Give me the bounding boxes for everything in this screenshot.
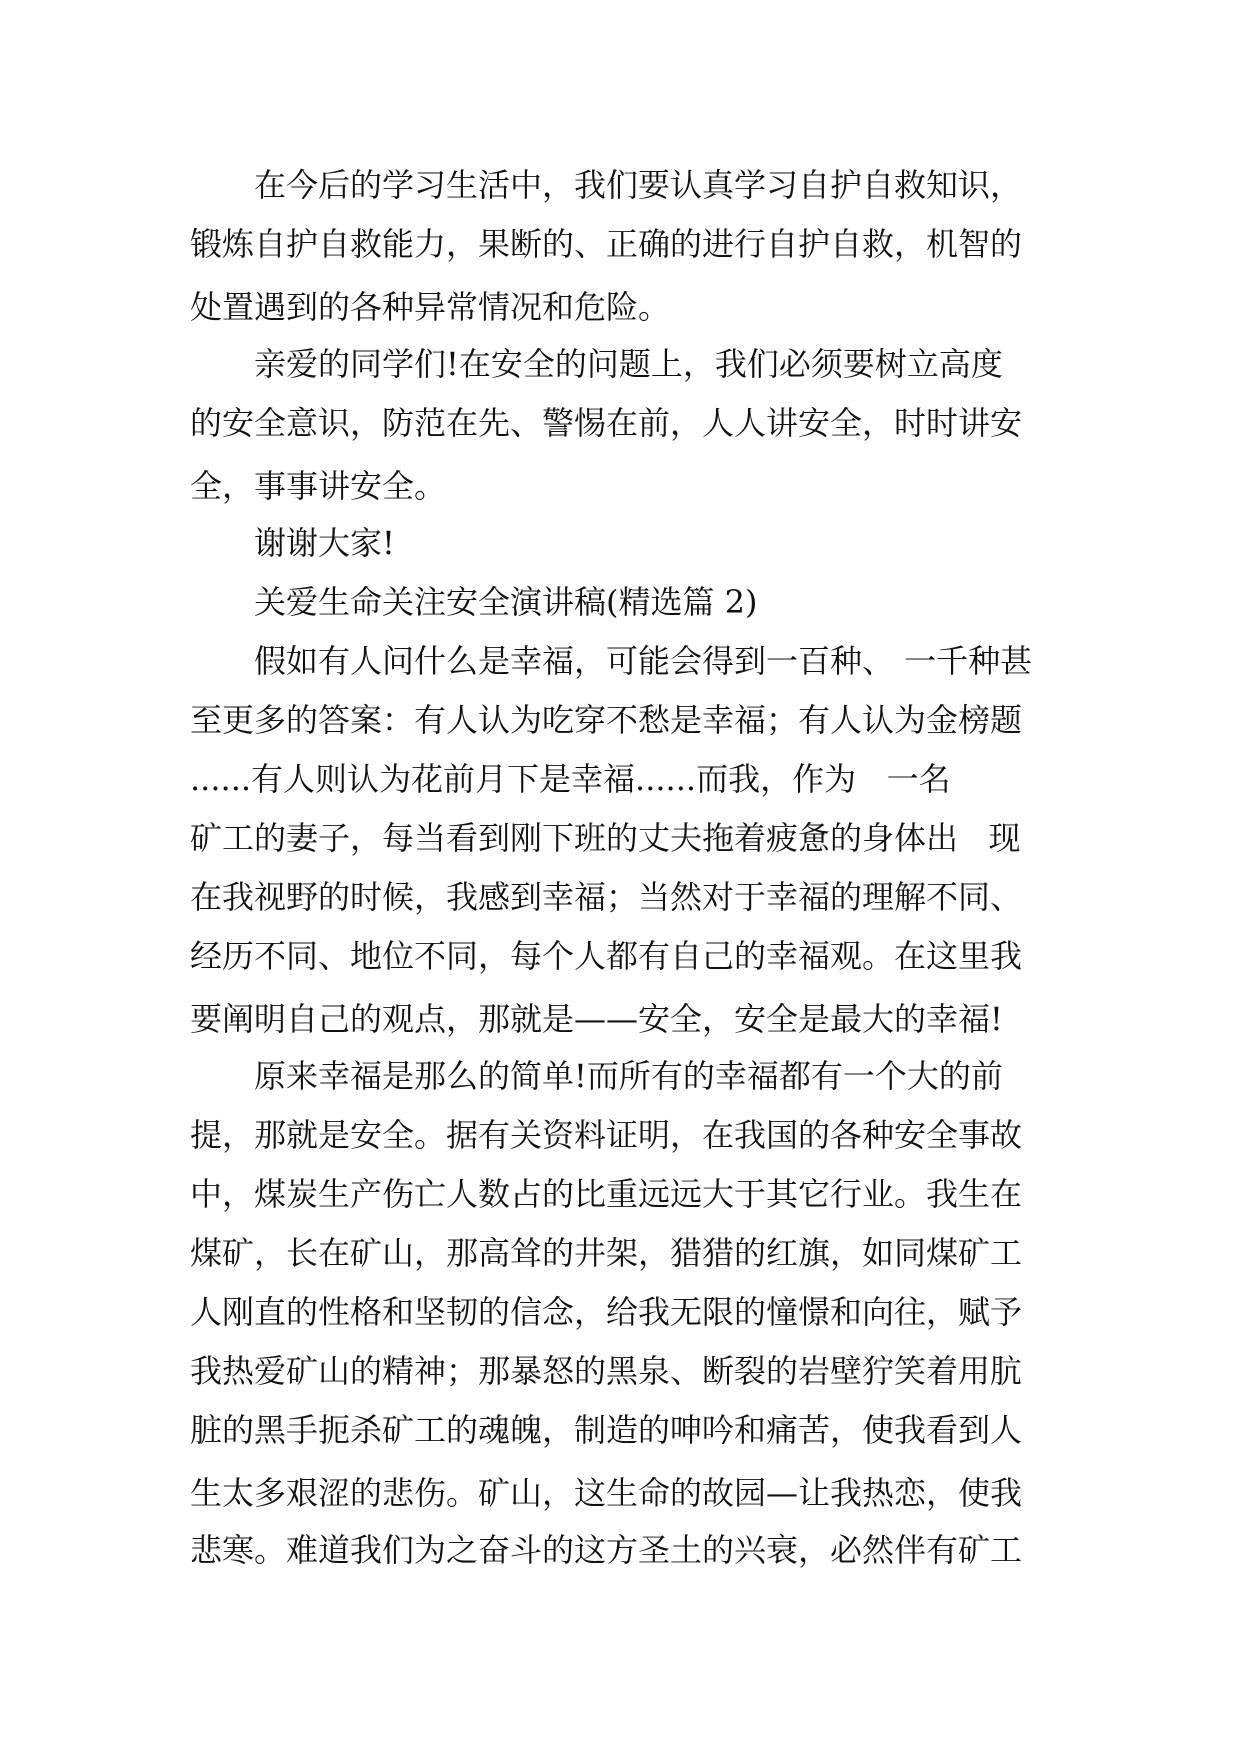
text-line: 经历不同、地位不同，每个人都有自己的幸福观。在这里我 — [190, 937, 1023, 975]
text-line: 煤矿，长在矿山，那高耸的井架，猎猎的红旗，如同煤矿工 — [190, 1234, 1023, 1272]
section-heading: 关爱生命关注安全演讲稿(精选篇 2) — [190, 583, 758, 621]
text-line: 谢谢大家! — [190, 524, 395, 562]
text-line: 全，事事讲安全。 — [190, 467, 447, 505]
text-line: 人刚直的性格和坚韧的信念，给我无限的憧憬和向往，赋予 — [190, 1293, 1023, 1331]
text-line: 我热爱矿山的精神；那暴怒的黑泉、断裂的岩壁狞笑着用肮 — [190, 1352, 1023, 1390]
text-line: 要阐明自己的观点，那就是——安全，安全是最大的幸福! — [190, 1000, 1003, 1038]
text-line: 生太多艰涩的悲伤。矿山，这生命的故园—让我热恋，使我 — [190, 1474, 1023, 1512]
text-line: 处置遇到的各种异常情况和危险。 — [190, 288, 671, 326]
text-line: 矿工的妻子，每当看到刚下班的丈夫拖着疲惫的身体出 现 — [190, 819, 1021, 857]
text-line: 在我视野的时候，我感到幸福；当然对于幸福的理解不同、 — [190, 878, 1023, 916]
text-line: 至更多的答案：有人认为吃穿不愁是幸福；有人认为金榜题 — [190, 701, 1023, 739]
text-line: 悲寒。难道我们为之奋斗的这方圣土的兴衰，必然伴有矿工 — [190, 1531, 1023, 1569]
text-line: 在今后的学习生活中，我们要认真学习自护自救知识， — [190, 166, 1023, 204]
text-line: 假如有人问什么是幸福，可能会得到一百种、 一千种甚 — [190, 642, 1033, 680]
text-line: 原来幸福是那么的简单!而所有的幸福都有一个大的前 — [190, 1057, 1003, 1095]
text-line: 提，那就是安全。据有关资料证明，在我国的各种安全事故 — [190, 1116, 1023, 1154]
text-line: ......有人则认为花前月下是幸福......而我，作为 一名 — [190, 760, 951, 798]
body-text — [190, 156, 1062, 1580]
text-line: 脏的黑手扼杀矿工的魂魄，制造的呻吟和痛苦，使我看到人 — [190, 1411, 1023, 1449]
text-line: 中，煤炭生产伤亡人数占的比重远远大于其它行业。我生在 — [190, 1175, 1023, 1213]
text-line: 亲爱的同学们!在安全的问题上，我们必须要树立高度 — [190, 345, 1003, 383]
text-line: 的安全意识，防范在先、警惕在前，人人讲安全，时时讲安 — [190, 404, 1023, 442]
text-line: 锻炼自护自救能力，果断的、正确的进行自护自救，机智的 — [190, 225, 1023, 263]
